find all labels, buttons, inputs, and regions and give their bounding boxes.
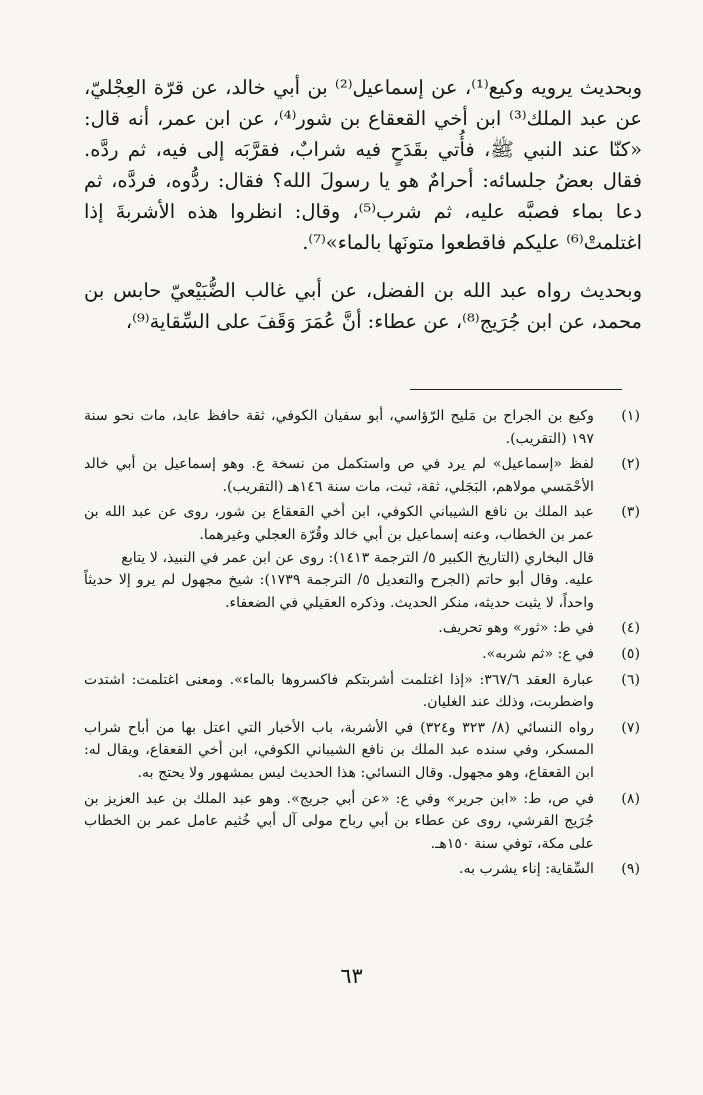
- footnote-number: (٢): [621, 456, 640, 473]
- main-text: [84, 72, 642, 337]
- footnote-text: [84, 858, 594, 881]
- page-number: ٦٣: [340, 964, 363, 988]
- footnote-number: (٧): [621, 719, 640, 736]
- main-paragraph-1: [84, 72, 642, 258]
- main-line: محمد، عن ابن جُرَيج⁽⁸⁾، عن عطاء: أنَّ عُمَرَ وَقَفَ على السِّقاية⁽⁹⁾،: [125, 310, 642, 333]
- footnote-text: [84, 643, 594, 666]
- footnote-line: جُرَيج القرشي، روى عن عطاء بن أبي رباح مولى آل أبي خُثيم عامل عمر بن الخطاب: [84, 813, 594, 830]
- footnote-line: السِّقاية: إناء يشرب به.: [458, 861, 594, 878]
- main-line: بماء فصبَّه عليه، ثم شرب⁽⁵⁾، وقال: انظروا هذه الأشربةَ إذا اغتلمتْ⁽⁶⁾: [84, 200, 642, 254]
- footnote-line: عمر بن الخطاب، وعنه إسماعيل بن أبي خالد وقُرّة العجلي وغيرهما.: [199, 526, 594, 543]
- footnote-text: [84, 617, 594, 640]
- footnote-line: في ع: «ثم شربه».: [482, 645, 594, 662]
- footnote-number: (٣): [621, 504, 640, 521]
- main-line: العِجْليّ، عن عبد الملك⁽³⁾ ابن أخي القعقاع بن شور⁽⁴⁾، عن ابن عمر، أنه: [84, 76, 642, 130]
- footnote-number: (٥): [621, 645, 640, 662]
- footnote-8: [84, 788, 642, 856]
- main-line: عليكم فاقطعوا متونَها بالماء»⁽⁷⁾.: [302, 231, 560, 254]
- main-line: قال: «كنّا عند النبي ﷺ، فأُتي بقَدَحٍ فيه شرابٌ، فقرَّبَه إلى فيه، ثم ردَّه.: [84, 107, 642, 161]
- footnote-text: [84, 717, 594, 785]
- footnote-1: [84, 405, 642, 450]
- footnote-divider: [410, 389, 622, 390]
- footnote-line: وكيع بن الجراح بن مَليح الرّؤاسي، أبو سفيان الكوفي، ثقة حافظ عابد، مات نحو سنة: [84, 408, 594, 424]
- footnote-6: [84, 669, 642, 714]
- footnote-text: [84, 788, 594, 856]
- main-paragraph-2: [84, 275, 642, 337]
- footnote-4: [84, 617, 642, 640]
- footnote-line: اشتدت واضطربت، وذلك عند الغليان.: [84, 671, 594, 711]
- footnote-text: [84, 669, 594, 714]
- footnote-7: [84, 717, 642, 785]
- footnote-line: عبد الملك بن نافع الشيباني الكوفي، ابن أخي القعقاع بن شور، روى عن عبد الله بن: [84, 504, 594, 521]
- footnote-line: رواه النسائي (٨/ ٣٢٣ و٣٢٤) في الأشربة، باب الأخبار التي اعتل بها من أباح شراب: [84, 719, 594, 736]
- footnote-line: الأحْمَسي مولاهم، البَجَلي، ثقة، ثبت، مات سنة ١٤٦هـ (التقريب).: [222, 478, 594, 495]
- footnote-line: في ص، ط: «ابن جرير» وفي ع: «عن أبي جريج». وهو عبد الملك بن عبد العزيز بن: [84, 790, 594, 807]
- footnote-line: في ط: «ثور» وهو تحريف.: [438, 620, 594, 637]
- main-line: وبحديث رواه عبد الله بن الفضل، عن أبي غالب الضُّبَيْعيّ حابس بن: [84, 279, 642, 302]
- footnote-number: (٩): [621, 861, 640, 878]
- footnote-2: [84, 453, 642, 498]
- footnote-text: [84, 453, 594, 498]
- footnote-number: (٦): [621, 671, 640, 688]
- footnote-text: [84, 501, 594, 614]
- main-line: وبحديث يرويه وكيع⁽¹⁾، عن إسماعيل⁽²⁾ بن أبي خالد، عن قرّة: [153, 76, 642, 99]
- footnotes: [84, 405, 642, 884]
- footnote-number: (١): [621, 408, 640, 424]
- footnote-3: [84, 501, 642, 614]
- footnote-line: على مكة، توفي سنة ١٥٠هـ.: [430, 835, 594, 852]
- footnote-line: ١٩٧ (التقريب).: [505, 430, 594, 447]
- footnote-line: ابن القعقاع، وهو مجهول. وقال النسائي: هذا الحديث ليس بمشهور ولا يحتج به.: [137, 764, 594, 781]
- footnote-number: (٤): [621, 620, 640, 637]
- footnote-line: قال البخاري (التاريخ الكبير ٥/ الترجمة ١٤١٣): روى عن ابن عمر في النبيذ، لا يتابع: [121, 549, 594, 566]
- footnote-text: [84, 405, 594, 450]
- footnote-9: [84, 858, 642, 881]
- footnote-number: (٨): [621, 790, 640, 807]
- main-line: فقال بعضُ جلسائه: أحرامٌ هو يا رسولَ الله؟ فقال: ردُّوه، فردَّه، ثم دعا: [84, 169, 642, 223]
- footnote-5: [84, 643, 642, 666]
- footnote-line: لفظ «إسماعيل» لم يرد في ص واستكمل من نسخة ع. وهو إسماعيل بن أبي خالد: [84, 456, 594, 473]
- footnote-line: المسكر، وفي سنده عبد الملك بن نافع الشيباني الكوفي، ابن أخي القعقاع، ويقال له:: [84, 742, 594, 759]
- footnote-line: عليه. وقال أبو حاتم (الجرح والتعديل ٥/ الترجمة ١٧٣٩): شيخ مجهول لم يرو إلا: [118, 572, 594, 589]
- footnote-line: عبارة العقد ٣٦٧/٦: «إذا اغتلمت أشربتكم فاكسروها بالماء». ومعنى اغتلمت:: [131, 671, 594, 688]
- footnote-line: حديثاً واحداً، لا يثبت حديثه، منكر الحديث. وذكره العقيلي في الضعفاء.: [84, 572, 594, 611]
